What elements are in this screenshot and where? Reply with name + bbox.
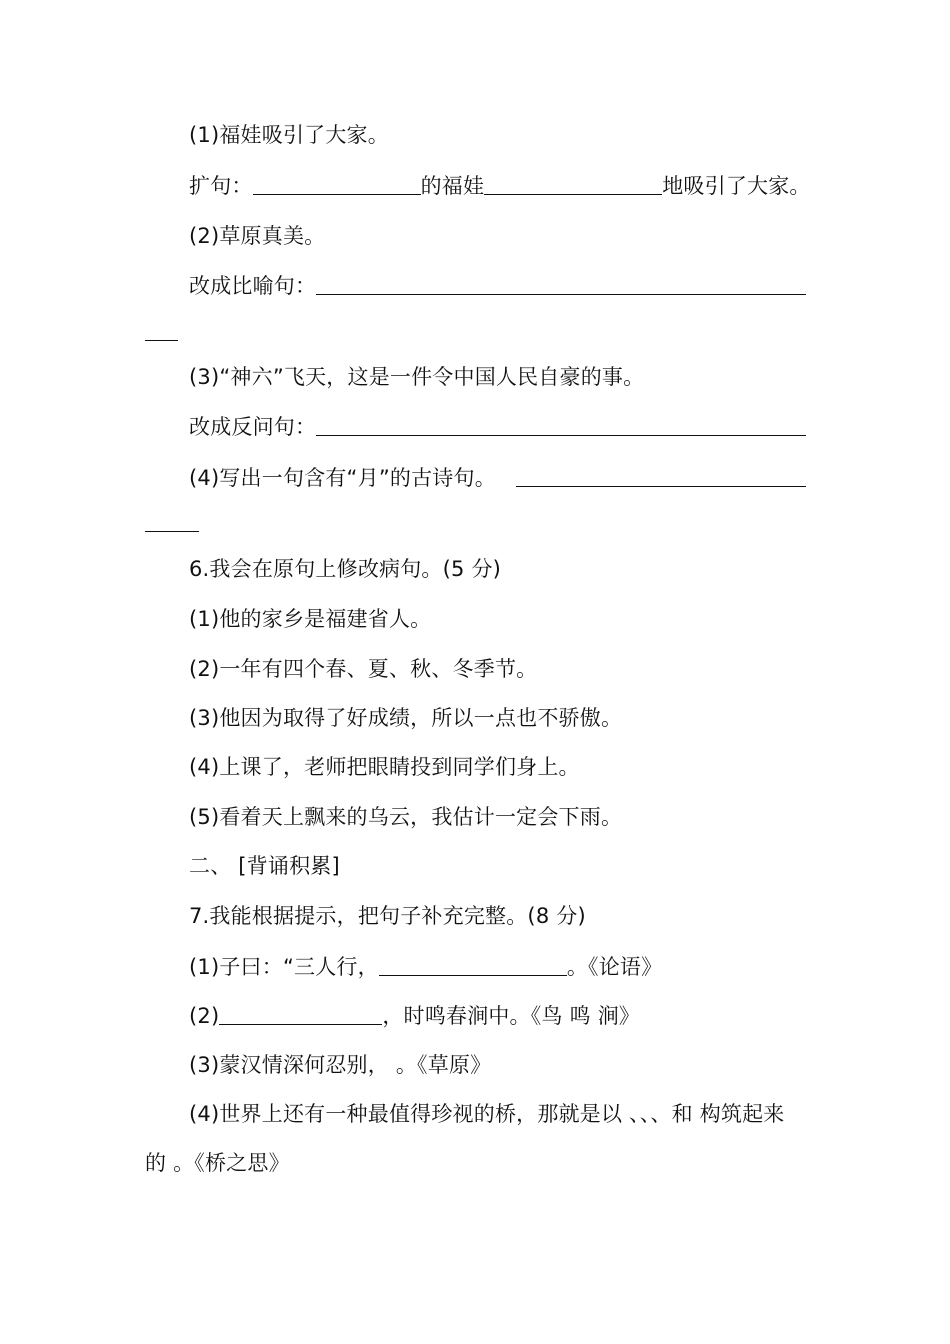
q6-item-2: (2)一年有四个春、夏、秋、冬季节。 (189, 657, 538, 681)
q6-item-1: (1)他的家乡是福建省人。 (189, 607, 432, 631)
q5-simile-row (189, 271, 316, 301)
q6-item-3: (3)他因为取得了好成绩，所以一点也不骄傲。 (189, 706, 623, 730)
q6-item-5: (5)看着天上飘来的乌云，我估计一定会下雨。 (189, 805, 623, 829)
rhetorical-answer-line[interactable] (316, 435, 806, 436)
q6-title: 6.我会在原句上修改病句。(5 分) (189, 557, 502, 581)
q7-item-1 (189, 951, 662, 982)
q7-item-2-end: ，时鸣春涧中。《鸟 鸣 涧》 (382, 1004, 641, 1028)
q7-item-2-blank[interactable] (219, 1002, 382, 1025)
expand-mid-text: 的福娃 (420, 174, 485, 198)
poem-answer-line[interactable] (516, 486, 806, 487)
q5-item-3: (3)“神六”飞天，这是一件令中国人民自豪的事。 (189, 365, 645, 389)
simile-answer-line-cont[interactable] (145, 340, 178, 341)
section-2-title: 二、 [背诵积累] (189, 854, 340, 878)
q6-item-4: (4)上课了，老师把眼睛投到同学们身上。 (189, 755, 580, 779)
q7-item-1-end: 。《论语》 (566, 955, 663, 979)
q7-item-2 (189, 1000, 640, 1031)
rhetorical-label: 改成反问句： (189, 415, 317, 439)
poem-answer-line-cont[interactable] (145, 531, 199, 532)
simile-answer-line[interactable] (316, 294, 806, 295)
q7-item-3: (3)蒙汉情深何忍别， 。《草原》 (189, 1053, 492, 1077)
expand-label: 扩句： (189, 174, 253, 198)
q7-item-4-line-2: 的 。《桥之思》 (145, 1151, 290, 1175)
q7-item-4-line-1: (4)世界上还有一种最值得珍视的桥，那就是以 、、、和 构筑起来 (189, 1102, 785, 1126)
q7-item-1-blank[interactable] (379, 953, 567, 976)
expand-blank-1[interactable] (253, 172, 421, 195)
q7-item-1-start: (1)子曰：“三人行， (189, 955, 379, 979)
q5-rhetorical-row (189, 412, 316, 442)
q7-title: 7.我能根据提示，把句子补充完整。(8 分) (189, 904, 586, 928)
q5-expand-row (189, 170, 811, 201)
q7-item-2-start: (2) (189, 1004, 220, 1028)
q5-item-2: (2)草原真美。 (189, 224, 326, 248)
simile-label: 改成比喻句： (189, 274, 317, 298)
q5-item-1: (1)福娃吸引了大家。 (189, 123, 389, 147)
expand-blank-2[interactable] (484, 172, 662, 195)
expand-end-text: 地吸引了大家。 (662, 174, 811, 198)
q5-item-4: (4)写出一句含有“月”的古诗句。 (189, 466, 496, 490)
